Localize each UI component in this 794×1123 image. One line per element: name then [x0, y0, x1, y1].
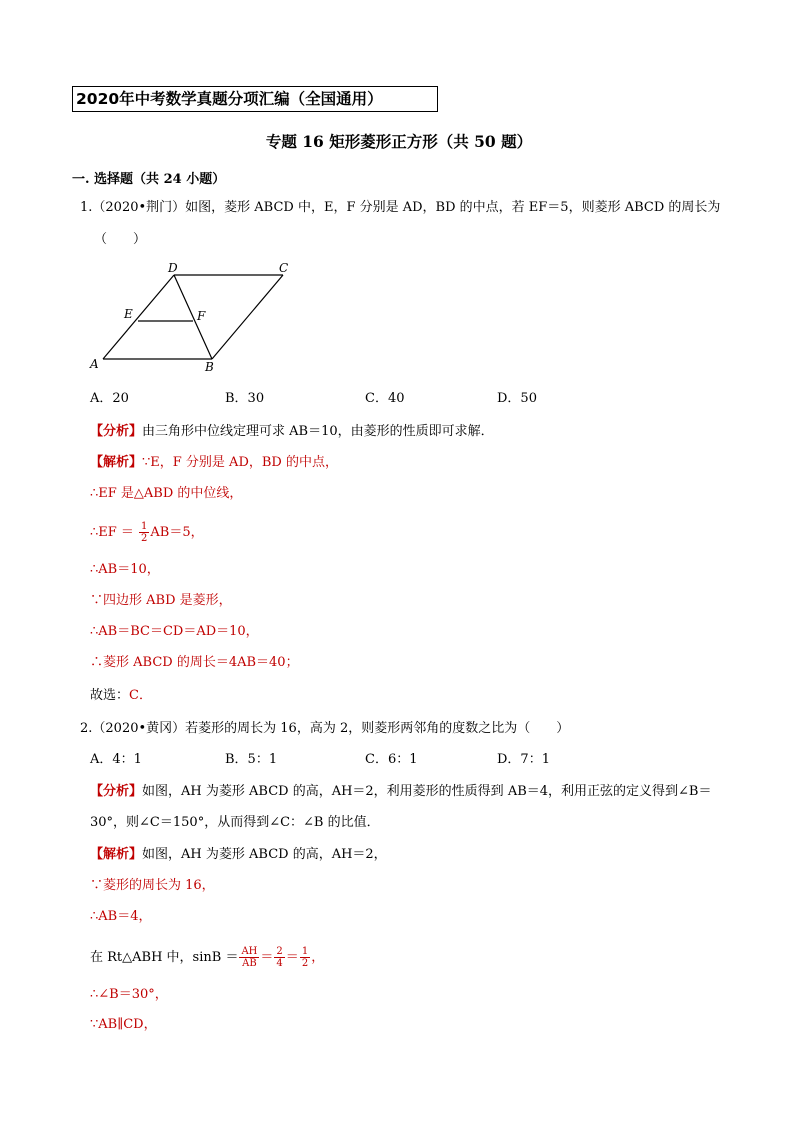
label-c: C [279, 261, 289, 275]
q1-solution-tag: 【解析】 [90, 455, 143, 470]
q2-solution [90, 846, 387, 864]
q2-options [0, 751, 794, 769]
q1-step-ef: ∴EF ＝ $\frac{1}{2}$ AB＝5， [90, 521, 204, 544]
q2-option-a: A．4：1 [90, 752, 142, 767]
q2-step-4: ∵AB∥CD， [90, 1017, 157, 1032]
q2-option-d: D．7：1 [497, 752, 550, 767]
q1-analysis [90, 423, 494, 441]
q1-rhombus-figure [86, 258, 306, 378]
label-b: B [205, 360, 214, 374]
q2-frac-ah-ab: $\frac{AH}{AB}$ [241, 946, 258, 969]
q1-option-d: D．50 [497, 391, 537, 406]
q2-solution-tag: 【解析】 [90, 847, 143, 862]
segment-ad [103, 275, 174, 359]
segment-cb [212, 275, 283, 359]
q2-option-c: C．6：1 [365, 752, 418, 767]
q1-step-1: ∴EF 是△ABD 的中位线， [90, 486, 243, 501]
segment-db [174, 275, 212, 359]
q1-step-4: ∴AB＝BC＝CD＝AD＝10， [90, 624, 259, 639]
q1-answer: 故选：C． [90, 688, 152, 703]
section-heading: 一. 选择题（共 24 小题） [72, 172, 226, 187]
q2-analysis-line2: 30°，则∠C＝150°，从而得到∠C：∠B 的比值． [90, 815, 380, 830]
q1-solution [90, 454, 338, 472]
q1-analysis-tag: 【分析】 [90, 424, 143, 439]
q1-step-5: ∴菱形 ABCD 的周长＝4AB＝40； [90, 655, 299, 670]
q1-option-c: C．40 [365, 391, 405, 406]
topic-title: 专题 16 矩形菱形正方形（共 50 题） [265, 132, 533, 151]
q2-analysis-text: 如图，AH 为菱形 ABCD 的高，AH＝2，利用菱形的性质得到 AB＝4，利用正弦的定义得到∠B＝ [142, 784, 712, 799]
q2-step-2: ∴AB＝4， [90, 909, 152, 924]
q1-options [0, 390, 794, 408]
q1-analysis-text: 由三角形中位线定理可求 AB＝10，由菱形的性质即可求解． [142, 424, 494, 439]
q1-step-2: ∴AB＝10， [90, 562, 160, 577]
q2-option-b: B．5：1 [225, 752, 278, 767]
q2-step-3: ∴∠B＝30°， [90, 987, 168, 1002]
q1-ef-fraction: $\frac{1}{2}$ [141, 521, 148, 544]
q1-option-a: A．20 [90, 391, 129, 406]
label-f: F [197, 309, 206, 323]
label-e: E [124, 307, 133, 321]
label-a: A [90, 357, 99, 371]
q1-step-3: ∵四边形 ABD 是菱形， [90, 593, 232, 608]
q1-stem-line2: （ ） [94, 232, 147, 247]
document-title: 2020年中考数学真题分项汇编（全国通用） [72, 86, 438, 112]
q2-analysis-tag: 【分析】 [90, 784, 143, 799]
q2-step-1: ∵菱形的周长为 16， [90, 878, 215, 893]
q1-stem-line1: 1.（2020•荆门）如图，菱形 ABCD 中，E，F 分别是 AD，BD 的中点，若 EF＝5，则菱形 ABCD 的周长为 [80, 200, 721, 215]
q2-frac-2-4: $\frac{2}{4}$ [276, 946, 283, 969]
label-d: D [168, 261, 178, 275]
q2-solution-text: 如图，AH 为菱形 ABCD 的高，AH＝2， [142, 847, 387, 862]
q2-analysis-line1 [90, 783, 711, 801]
q2-frac-1-2: $\frac{1}{2}$ [301, 946, 309, 969]
q1-solution-text: ∵E，F 分别是 AD，BD 的中点， [142, 455, 338, 470]
q1-option-b: B．30 [225, 391, 265, 406]
q2-step-sin: 在 Rt△ABH 中，sinB ＝ $\frac{AH}{AB}$ ＝ $\frac{2}{4}$ ＝ $\frac{1}{2}$ ， [90, 946, 325, 969]
q2-stem: 2.（2020•黄冈）若菱形的周长为 16，高为 2，则菱形两邻角的度数之比为（ ） [80, 721, 570, 736]
